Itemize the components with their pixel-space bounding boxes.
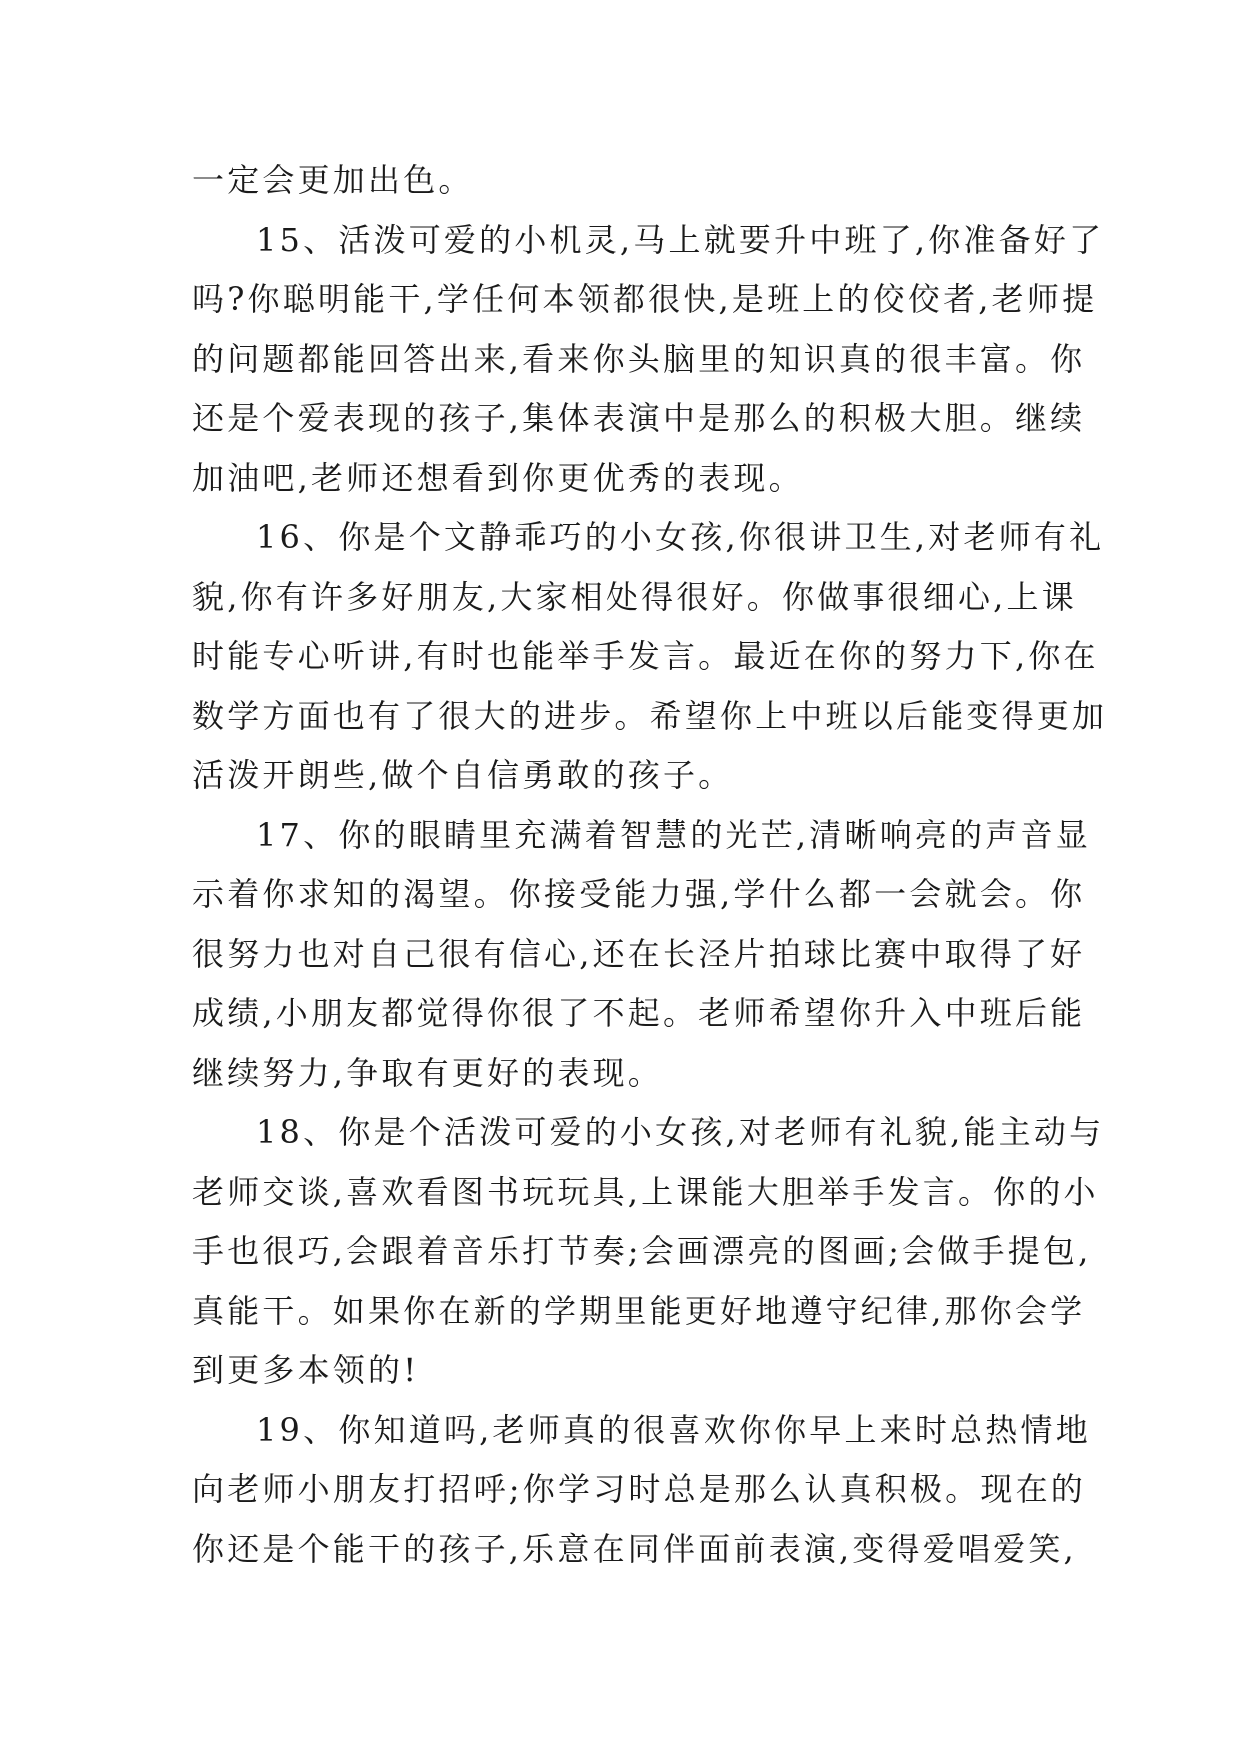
text-line: 成绩,小朋友都觉得你很了不起。老师希望你升入中班后能 xyxy=(192,994,1086,1032)
text-line: 貌,你有许多好朋友,大家相处得很好。你做事很细心,上课 xyxy=(192,577,1077,616)
text-line: 18、你是个活泼可爱的小女孩,对老师有礼貌,能主动与 xyxy=(256,1113,1105,1151)
text-line: 16、你是个文静乖巧的小女孩,你很讲卫生,对老师有礼 xyxy=(256,518,1105,556)
text-line: 继续努力,争取有更好的表现。 xyxy=(192,1053,663,1092)
paragraph-item-18 xyxy=(192,1103,1105,1401)
text-line: 时能专心听讲,有时也能举手发言。最近在你的努力下,你在 xyxy=(192,637,1099,675)
text-line: 吗?你聪明能干,学任何本领都很快,是班上的佼佼者,老师提 xyxy=(192,280,1098,318)
text-line: 示着你求知的渴望。你接受能力强,学什么都一会就会。你 xyxy=(192,875,1086,913)
text-line: 加油吧,老师还想看到你更优秀的表现。 xyxy=(192,458,804,497)
paragraph-continuation xyxy=(192,151,1062,211)
text-line: 向老师小朋友打招呼;你学习时总是那么认真积极。现在的 xyxy=(192,1470,1086,1508)
text-line: 活泼开朗些,做个自信勇敢的孩子。 xyxy=(192,756,734,794)
text-line: 老师交谈,喜欢看图书玩玩具,上课能大胆举手发言。你的小 xyxy=(192,1172,1099,1211)
text-line: 还是个爱表现的孩子,集体表演中是那么的积极大胆。继续 xyxy=(192,399,1086,437)
text-line: 很努力也对自己很有信心,还在长泾片拍球比赛中取得了好 xyxy=(192,934,1086,973)
text-line: 手也很巧,会跟着音乐打节奏;会画漂亮的图画;会做手提包, xyxy=(192,1232,1092,1270)
text-line: 的问题都能回答出来,看来你头脑里的知识真的很丰富。你 xyxy=(192,339,1086,378)
text-line: 你还是个能干的孩子,乐意在同伴面前表演,变得爱唱爱笑, xyxy=(192,1529,1077,1568)
paragraph-item-17 xyxy=(192,806,1091,1104)
text-line: 17、你的眼睛里充满着智慧的光芒,清晰响亮的声音显 xyxy=(256,815,1091,854)
text-line: 一定会更加出色。 xyxy=(192,161,474,199)
text-line: 到更多本领的! xyxy=(192,1351,420,1389)
text-line: 真能干。如果你在新的学期里能更好地遵守纪律,那你会学 xyxy=(192,1291,1086,1330)
paragraph-item-15 xyxy=(192,211,1105,509)
text-line: 数学方面也有了很大的进步。希望你上中班以后能变得更加 xyxy=(192,696,1108,735)
text-line: 15、活泼可爱的小机灵,马上就要升中班了,你准备好了 xyxy=(256,220,1105,259)
paragraph-item-19 xyxy=(192,1401,1091,1580)
document-page xyxy=(192,151,1108,1579)
text-line: 19、你知道吗,老师真的很喜欢你你早上来时总热情地 xyxy=(256,1410,1091,1449)
paragraph-item-16 xyxy=(192,508,1108,806)
